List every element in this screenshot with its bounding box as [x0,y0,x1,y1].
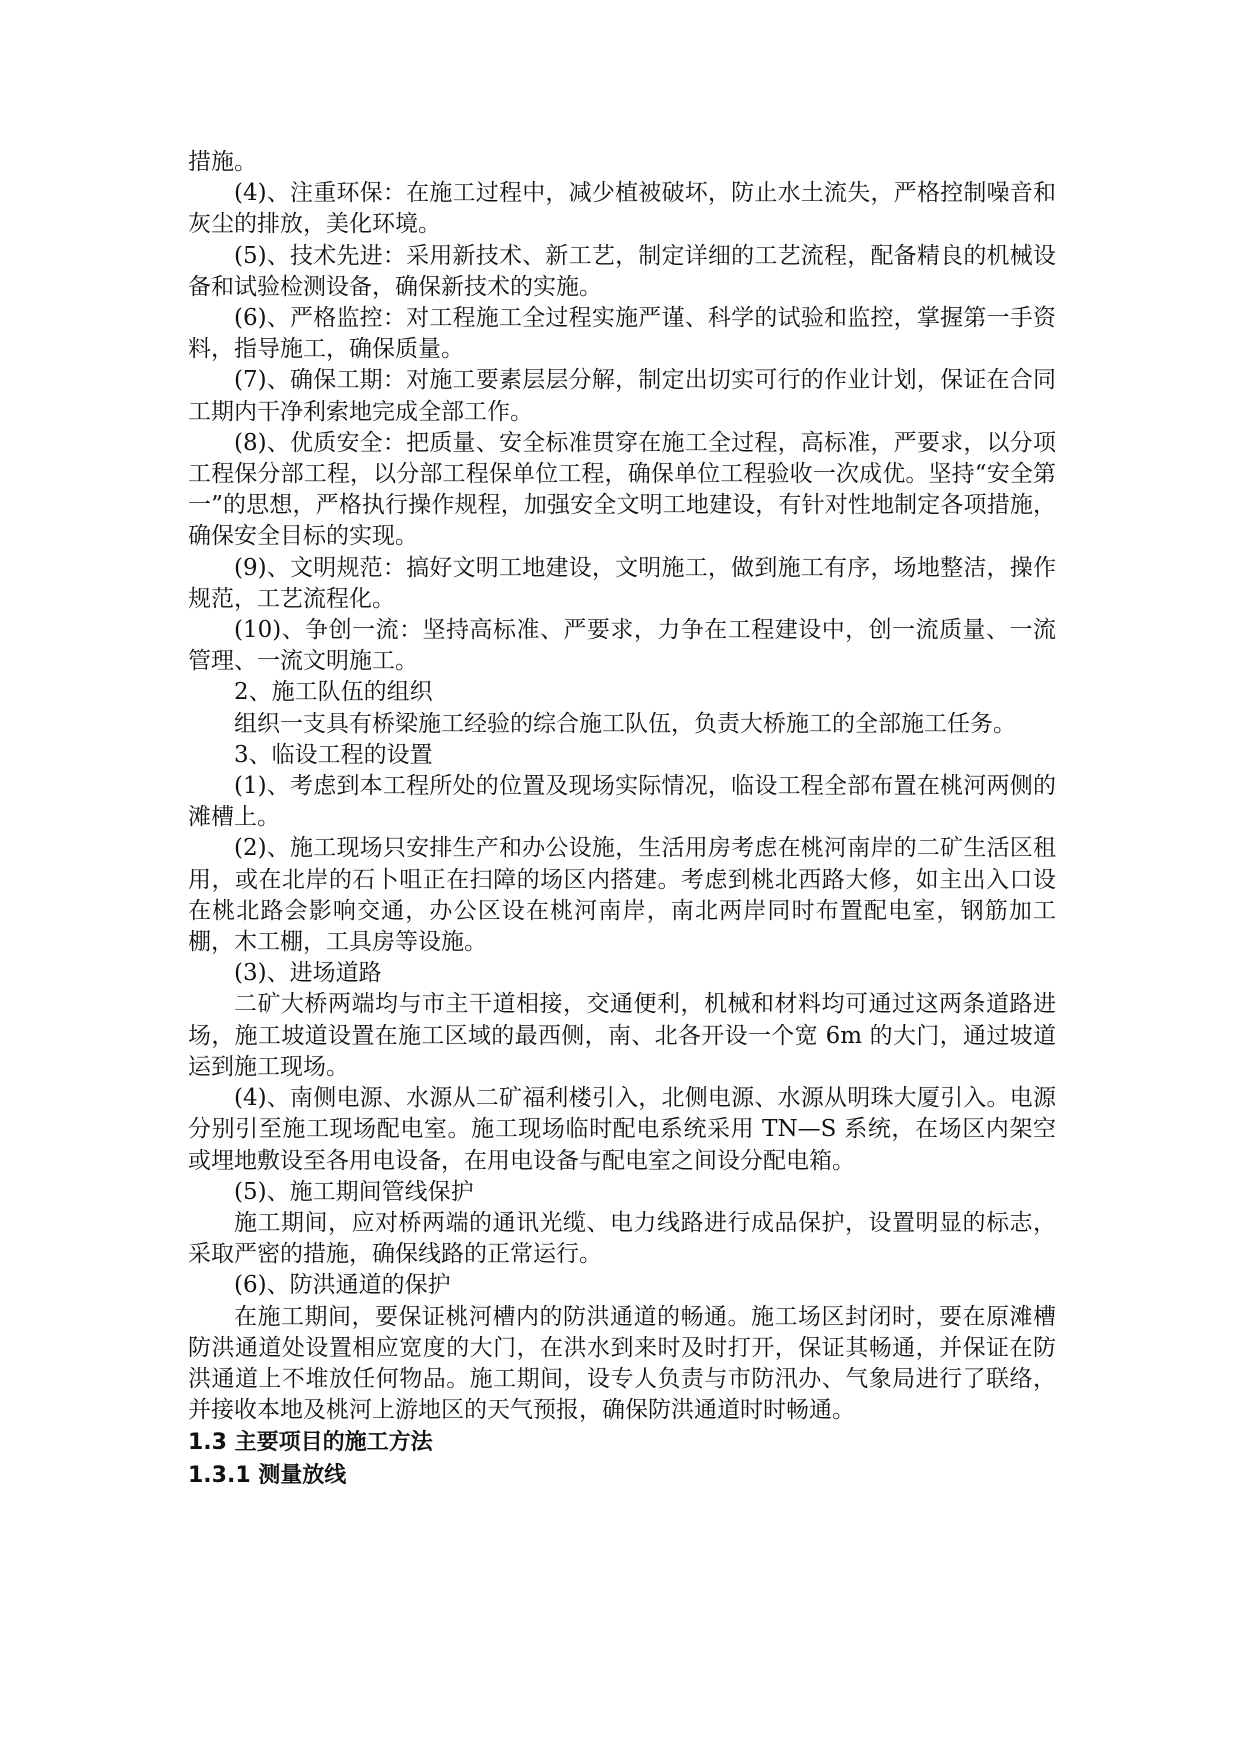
paragraph-quality-safety: (8)、优质安全：把质量、安全标准贯穿在施工全过程，高标准，严要求，以分项工程保分部工程，以分部工程保单位工程，确保单位工程验收一次成优。坚持“安全第一”的思想，严格执行操作规程，加强安全文明工地建设，有针对性地制定各项措施，确保安全目标的实现。 [188,429,1056,550]
paragraph-power-water: (4)、南侧电源、水源从二矿福利楼引入，北侧电源、水源从明珠大厦引入。电源分别引至施工现场配电室。施工现场临时配电系统采用 TN—S 系统，在场区内架空或埋地敷设至各用电设备，在用电设备与配电室之间设分配电箱。 [188,1085,1056,1174]
paragraph-access-road: 二矿大桥两端均与市主干道相接，交通便利，机械和材料均可通过这两条道路进场，施工坡道设置在施工区域的最西侧，南、北各开设一个宽 6m 的大门，通过坡道运到施工现场。 [188,991,1056,1080]
paragraph-flood: 在施工期间，要保证桃河槽内的防洪通道的畅通。施工场区封闭时，要在原滩槽防洪通道处设置相应宽度的大门，在洪水到来时及时打开，保证其畅通，并保证在防洪通道上不堆放任何物品。施工期间，设专人负责与市防汛办、气象局进行了联络，并接收本地及桃河上游地区的天气预报，确保防洪通道时时畅通。 [188,1303,1056,1424]
paragraph-pipeline: 施工期间，应对桥两端的通讯光缆、电力线路进行成品保护，设置明显的标志，采取严密的措施，确保线路的正常运行。 [188,1209,1056,1268]
subheading-temporary: 3、临设工程的设置 [234,741,433,768]
paragraph-civilized: (9)、文明规范：搞好文明工地建设，文明施工，做到施工有序，场地整洁，操作规范，工艺流程化。 [188,554,1056,612]
document-body [188,147,1056,1492]
paragraph-temporary-2: (2)、施工现场只安排生产和办公设施，生活用房考虑在桃河南岸的二矿生活区租用，或在北岸的石卜咀正在扫障的场区内搭建。考虑到桃北西路大修，如主出入口设在桃北路会影响交通，办公区设在桃河南岸，南北两岸同时布置配电室，钢筋加工棚，木工棚，工具房等设施。 [188,835,1056,956]
paragraph-environment: (4)、注重环保：在施工过程中，减少植被破坏，防止水土流失，严格控制噪音和灰尘的排放，美化环境。 [188,180,1056,238]
section-heading-methods: 1.3 主要项目的施工方法 [188,1430,433,1456]
paragraph-monitoring: (6)、严格监控：对工程施工全过程实施严谨、科学的试验和监控，掌握第一手资料，指导施工，确保质量。 [188,305,1056,363]
paragraph-first-class: (10)、争创一流：坚持高标准、严要求，力争在工程建设中，创一流质量、一流管理、一流文明施工。 [188,617,1056,675]
paragraph-schedule: (7)、确保工期：对施工要素层层分解，制定出切实可行的作业计划，保证在合同工期内干净利索地完成全部工作。 [188,367,1056,425]
subheading-team: 2、施工队伍的组织 [234,679,433,706]
paragraph-continuation: 措施。 [188,149,257,175]
section-heading-survey: 1.3.1 测量放线 [188,1463,347,1489]
paragraph-technology: (5)、技术先进：采用新技术、新工艺，制定详细的工艺流程，配备精良的机械设备和试验检测设备，确保新技术的实施。 [188,242,1056,300]
subheading-pipeline: (5)、施工期间管线保护 [234,1178,474,1205]
paragraph-temporary-1: (1)、考虑到本工程所处的位置及现场实际情况，临设工程全部布置在桃河两侧的滩槽上。 [188,773,1056,831]
paragraph-team: 组织一支具有桥梁施工经验的综合施工队伍，负责大桥施工的全部施工任务。 [234,710,1016,737]
subheading-access-road: (3)、进场道路 [234,960,382,987]
subheading-flood: (6)、防洪通道的保护 [234,1272,451,1299]
